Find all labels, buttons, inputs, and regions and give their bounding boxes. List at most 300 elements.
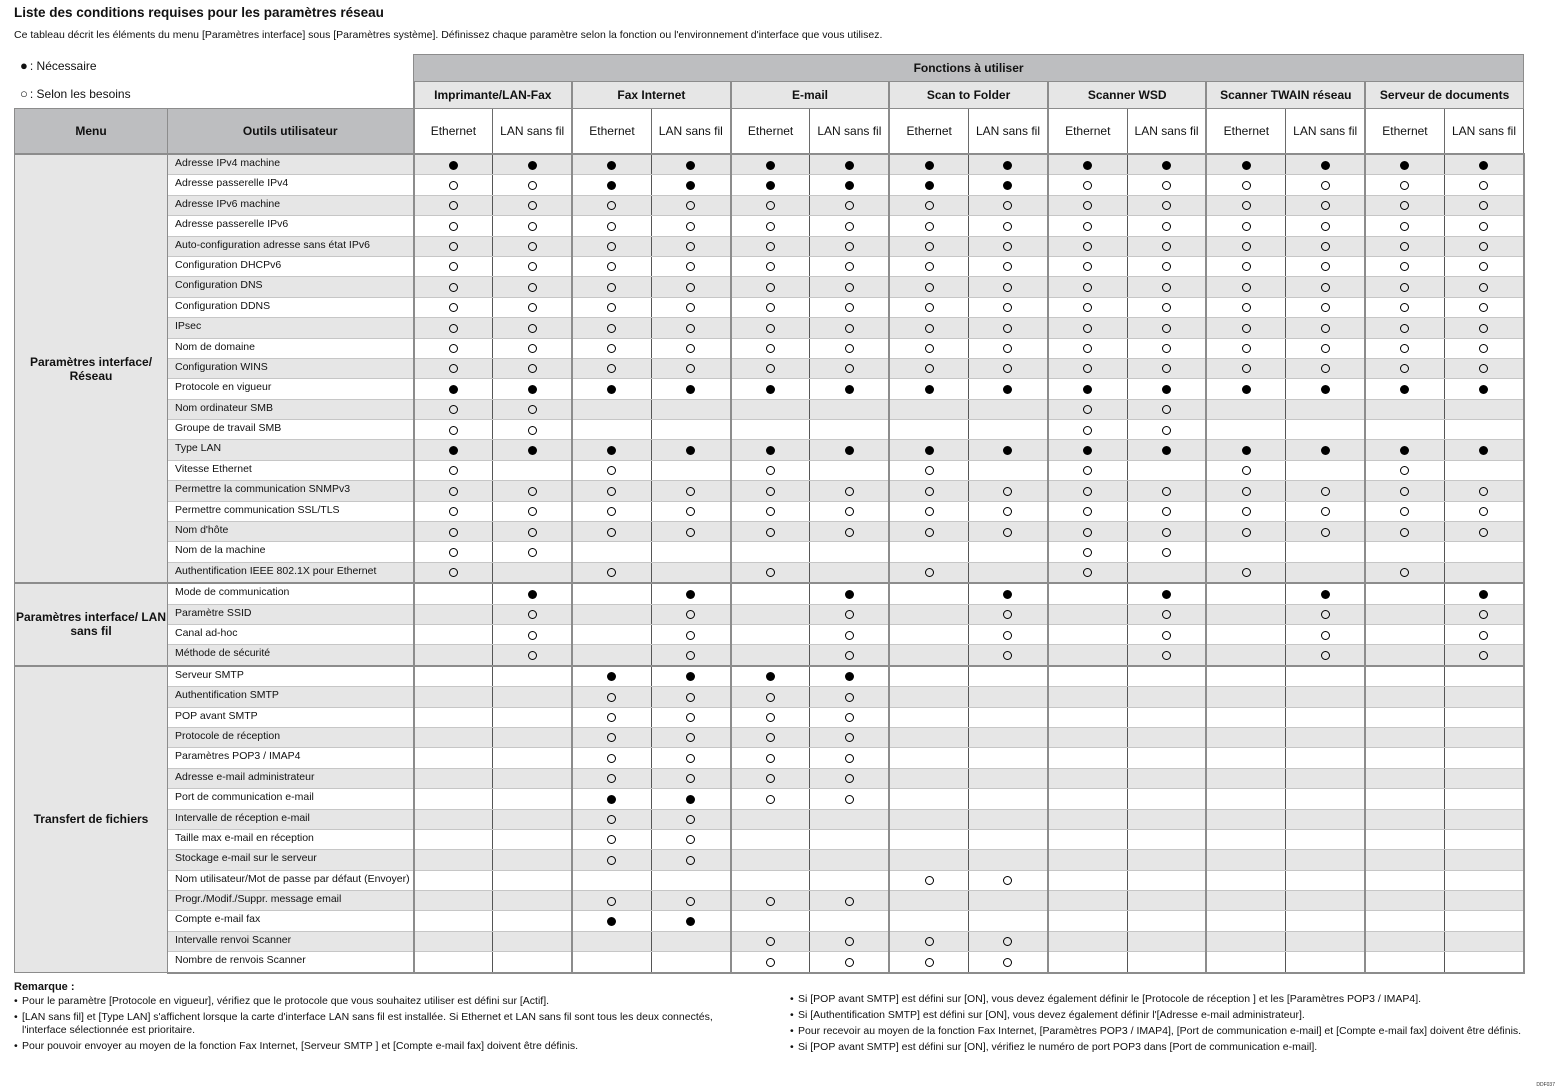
requirement-cell (810, 870, 889, 890)
user-tool-name: Nom d'hôte (168, 522, 414, 542)
requirement-cell (493, 645, 572, 666)
requirement-cell (810, 850, 889, 870)
requirement-cell (810, 666, 889, 687)
required-dot-icon (607, 917, 616, 926)
required-dot-icon (686, 917, 695, 926)
requirement-cell (572, 789, 651, 809)
optional-circle-icon (925, 262, 934, 271)
requirement-cell (1286, 420, 1365, 440)
optional-circle-icon (1242, 283, 1251, 292)
optional-circle-icon (845, 487, 854, 496)
requirement-cell (1206, 850, 1285, 870)
requirement-cell (810, 420, 889, 440)
requirement-cell (414, 727, 493, 747)
required-dot-icon (1479, 161, 1488, 170)
requirement-cell (1127, 891, 1206, 911)
required-dot-icon (766, 181, 775, 190)
optional-circle-icon (845, 610, 854, 619)
optional-circle-icon (607, 344, 616, 353)
requirement-cell (1206, 829, 1285, 849)
requirement-cell (889, 952, 968, 973)
requirement-cell (1048, 687, 1127, 707)
optional-circle-icon (766, 262, 775, 271)
optional-circle-icon (766, 364, 775, 373)
requirement-cell (1048, 338, 1127, 358)
requirement-cell (1444, 850, 1523, 870)
requirement-cell (572, 624, 651, 644)
requirement-cell (1286, 358, 1365, 378)
requirement-cell (1365, 175, 1444, 195)
optional-circle-icon (1400, 528, 1409, 537)
requirement-cell (969, 256, 1048, 276)
requirement-cell (1127, 318, 1206, 338)
requirement-cell (810, 768, 889, 788)
requirement-cell (969, 277, 1048, 297)
requirement-cell (969, 809, 1048, 829)
requirement-cell (493, 850, 572, 870)
user-tool-name: Configuration DDNS (168, 297, 414, 317)
requirement-cell (889, 687, 968, 707)
required-dot-icon (1321, 446, 1330, 455)
requirement-cell (810, 748, 889, 768)
optional-circle-icon (1479, 303, 1488, 312)
requirement-cell (1127, 460, 1206, 480)
requirement-cell (651, 687, 730, 707)
requirement-cell (1048, 216, 1127, 236)
requirement-cell (572, 666, 651, 687)
requirement-cell (969, 542, 1048, 562)
optional-circle-icon (449, 201, 458, 210)
requirement-cell (414, 809, 493, 829)
requirement-cell (969, 318, 1048, 338)
requirement-cell (810, 256, 889, 276)
required-dot-icon (1400, 161, 1409, 170)
requirement-cell (1444, 358, 1523, 378)
requirement-cell (1206, 645, 1285, 666)
requirement-cell (1286, 379, 1365, 399)
requirement-cell (1048, 501, 1127, 521)
required-dot-icon (845, 181, 854, 190)
requirement-cell (414, 338, 493, 358)
required-dot-icon (1003, 446, 1012, 455)
user-tool-name: Intervalle renvoi Scanner (168, 931, 414, 951)
optional-circle-icon (686, 835, 695, 844)
optional-circle-icon (449, 181, 458, 190)
requirement-cell (889, 748, 968, 768)
requirement-cell (1206, 789, 1285, 809)
optional-circle-icon (1479, 283, 1488, 292)
requirement-cell (1048, 481, 1127, 501)
optional-circle-icon (607, 466, 616, 475)
optional-circle-icon (528, 242, 537, 251)
required-dot-icon (1003, 590, 1012, 599)
optional-circle-icon (607, 754, 616, 763)
requirement-cell (414, 645, 493, 666)
requirement-cell (1444, 687, 1523, 707)
optional-circle-icon (607, 528, 616, 537)
requirement-cell (572, 297, 651, 317)
requirement-cell (1365, 297, 1444, 317)
optional-circle-icon (1003, 262, 1012, 271)
optional-circle-icon (686, 897, 695, 906)
requirement-cell (731, 911, 810, 931)
optional-circle-icon (528, 303, 537, 312)
optional-circle-icon (766, 958, 775, 967)
user-tool-name: Nom de domaine (168, 338, 414, 358)
requirement-cell (1444, 891, 1523, 911)
requirement-cell (889, 358, 968, 378)
requirement-cell (572, 236, 651, 256)
requirement-cell (1206, 358, 1285, 378)
optional-circle-icon (1083, 324, 1092, 333)
requirement-cell (1444, 277, 1523, 297)
optional-circle-icon (1162, 364, 1171, 373)
requirement-cell (493, 952, 572, 973)
requirement-cell (1206, 624, 1285, 644)
requirement-cell (731, 175, 810, 195)
required-dot-icon (607, 385, 616, 394)
requirement-cell (969, 175, 1048, 195)
interface-header: LAN sans fil (1127, 109, 1206, 155)
requirement-cell (731, 645, 810, 666)
optional-circle-icon (925, 222, 934, 231)
requirement-cell (1365, 952, 1444, 973)
requirement-cell (1286, 542, 1365, 562)
requirement-cell (810, 216, 889, 236)
requirement-cell (731, 687, 810, 707)
requirement-cell (414, 256, 493, 276)
requirement-cell (1206, 216, 1285, 236)
optional-circle-icon (1242, 222, 1251, 231)
required-dot-icon (1083, 385, 1092, 394)
requirement-cell (651, 460, 730, 480)
optional-circle-icon (1479, 324, 1488, 333)
requirement-cell (731, 420, 810, 440)
requirement-cell (493, 154, 572, 175)
requirement-cell (1127, 727, 1206, 747)
optional-circle-icon (766, 795, 775, 804)
requirement-cell (493, 687, 572, 707)
optional-circle-icon (1400, 568, 1409, 577)
requirement-cell (572, 727, 651, 747)
table-row (15, 624, 1524, 644)
requirement-cell (572, 645, 651, 666)
requirement-cell (572, 748, 651, 768)
requirement-cell (493, 297, 572, 317)
table-row (15, 789, 1524, 809)
requirement-cell (969, 789, 1048, 809)
requirement-cell (1286, 481, 1365, 501)
optional-circle-icon (1479, 487, 1488, 496)
requirement-cell (1286, 562, 1365, 583)
optional-circle-icon (1321, 631, 1330, 640)
required-dot-icon (1400, 385, 1409, 394)
requirement-cell (1206, 583, 1285, 604)
requirement-cell (889, 277, 968, 297)
table-row (15, 870, 1524, 890)
requirement-cell (414, 175, 493, 195)
user-tool-name: Taille max e-mail en réception (168, 829, 414, 849)
function-group-header: Fax Internet (572, 82, 731, 109)
requirement-cell (414, 297, 493, 317)
requirement-cell (731, 236, 810, 256)
optional-circle-icon (686, 507, 695, 516)
requirement-cell (731, 399, 810, 419)
optional-circle-icon (1242, 466, 1251, 475)
optional-circle-icon (1003, 507, 1012, 516)
requirement-cell (1286, 399, 1365, 419)
requirement-cell (1127, 687, 1206, 707)
requirement-cell (889, 645, 968, 666)
requirement-cell (1048, 562, 1127, 583)
optional-circle-icon (1321, 303, 1330, 312)
optional-circle-icon (528, 405, 537, 414)
requirement-cell (651, 522, 730, 542)
requirement-cell (889, 460, 968, 480)
requirement-cell (493, 236, 572, 256)
optional-circle-icon (1003, 876, 1012, 885)
requirement-cell (1365, 216, 1444, 236)
remark-text: Si [Authentification SMTP] est défini sur [ON], vous devez également définir l'[Adresse e-mail administrateur]. (798, 1009, 1305, 1021)
requirement-cell (414, 236, 493, 256)
requirement-cell (1286, 931, 1365, 951)
requirement-cell (1365, 666, 1444, 687)
optional-circle-icon (1162, 548, 1171, 557)
requirement-cell (1286, 501, 1365, 521)
requirement-cell (414, 829, 493, 849)
requirement-cell (1444, 256, 1523, 276)
requirement-cell (889, 542, 968, 562)
requirement-cell (414, 687, 493, 707)
requirement-cell (1365, 522, 1444, 542)
requirement-cell (810, 236, 889, 256)
requirement-cell (889, 154, 968, 175)
requirement-cell (810, 727, 889, 747)
requirement-cell (810, 440, 889, 460)
optional-circle-icon (1400, 283, 1409, 292)
optional-circle-icon (528, 324, 537, 333)
requirement-cell (1048, 420, 1127, 440)
optional-circle-icon (1479, 344, 1488, 353)
requirement-cell (651, 645, 730, 666)
table-row (15, 829, 1524, 849)
remarks-title: Remarque : (14, 981, 75, 993)
requirement-cell (810, 175, 889, 195)
requirement-cell (1444, 154, 1523, 175)
requirement-cell (414, 666, 493, 687)
optional-circle-icon (845, 795, 854, 804)
requirement-cell (969, 911, 1048, 931)
optional-circle-icon (1083, 222, 1092, 231)
requirement-cell (969, 727, 1048, 747)
requirement-cell (889, 624, 968, 644)
requirement-cell (731, 748, 810, 768)
requirement-cell (969, 379, 1048, 399)
required-dot-icon (1479, 385, 1488, 394)
requirement-cell (1365, 420, 1444, 440)
requirement-cell (1206, 707, 1285, 727)
optional-circle-icon (1321, 324, 1330, 333)
requirement-cell (1127, 379, 1206, 399)
required-dot-icon (686, 795, 695, 804)
requirement-cell (810, 931, 889, 951)
requirement-cell (1206, 318, 1285, 338)
requirement-cell (1365, 481, 1444, 501)
table-row (15, 358, 1524, 378)
requirement-cell (572, 399, 651, 419)
requirement-cell (1286, 666, 1365, 687)
user-tool-name: POP avant SMTP (168, 707, 414, 727)
user-tool-name: Authentification IEEE 802.1X pour Ethernet (168, 562, 414, 583)
requirement-cell (1444, 768, 1523, 788)
optional-circle-icon (686, 713, 695, 722)
requirement-cell (810, 891, 889, 911)
optional-circle-icon (1083, 466, 1092, 475)
optional-circle-icon (1242, 201, 1251, 210)
requirement-cell (1206, 952, 1285, 973)
requirement-cell (810, 399, 889, 419)
requirement-cell (651, 931, 730, 951)
requirement-cell (493, 829, 572, 849)
requirement-cell (1286, 768, 1365, 788)
user-tool-name: Stockage e-mail sur le serveur (168, 850, 414, 870)
requirement-cell (969, 850, 1048, 870)
requirement-cell (651, 850, 730, 870)
table-row (15, 768, 1524, 788)
requirement-cell (1048, 666, 1127, 687)
user-tool-name: Configuration DHCPv6 (168, 256, 414, 276)
requirement-cell (731, 583, 810, 604)
optional-circle-icon (845, 242, 854, 251)
requirement-cell (1365, 338, 1444, 358)
requirement-cell (1127, 952, 1206, 973)
required-dot-icon (845, 446, 854, 455)
optional-circle-icon (686, 324, 695, 333)
requirement-cell (1444, 481, 1523, 501)
optional-circle-icon (1479, 631, 1488, 640)
requirement-cell (1048, 707, 1127, 727)
requirement-cell (572, 891, 651, 911)
remark-text: Si [POP avant SMTP] est défini sur [ON], vous devez également définir le [Protocole de réception ] et les [Paramètres POP3 / IMAP4]. (798, 993, 1422, 1005)
requirement-cell (414, 583, 493, 604)
requirement-cell (1206, 379, 1285, 399)
optional-circle-icon (1083, 405, 1092, 414)
requirement-cell (1048, 440, 1127, 460)
requirement-cell (969, 562, 1048, 583)
requirement-cell (969, 891, 1048, 911)
requirement-cell (651, 297, 730, 317)
user-tool-name: Paramètres POP3 / IMAP4 (168, 748, 414, 768)
optional-circle-icon (686, 344, 695, 353)
table-row (15, 338, 1524, 358)
table-row (15, 216, 1524, 236)
menu-cell: Transfert de fichiers (15, 666, 168, 973)
requirement-cell (1365, 460, 1444, 480)
requirement-cell (1444, 460, 1523, 480)
requirement-cell (493, 604, 572, 624)
required-dot-icon (607, 672, 616, 681)
optional-circle-icon (925, 344, 934, 353)
requirement-cell (1127, 707, 1206, 727)
optional-circle-icon (845, 754, 854, 763)
requirement-cell (414, 216, 493, 236)
requirement-cell (1127, 358, 1206, 378)
requirement-cell (572, 604, 651, 624)
optional-circle-icon (1321, 364, 1330, 373)
requirement-cell (889, 829, 968, 849)
requirement-cell (1048, 604, 1127, 624)
requirement-cell (1444, 236, 1523, 256)
table-row (15, 277, 1524, 297)
optional-circle-icon (686, 487, 695, 496)
optional-circle-icon (1479, 364, 1488, 373)
requirement-cell (1444, 727, 1523, 747)
requirement-cell (889, 911, 968, 931)
requirement-cell (651, 583, 730, 604)
optional-circle-icon (528, 651, 537, 660)
requirement-cell (1048, 542, 1127, 562)
required-dot-icon (528, 161, 537, 170)
user-tool-name: Nom de la machine (168, 542, 414, 562)
user-tool-name: Adresse IPv6 machine (168, 195, 414, 215)
optional-circle-icon (766, 528, 775, 537)
requirement-cell (969, 952, 1048, 973)
requirement-cell (1127, 256, 1206, 276)
requirement-cell (969, 460, 1048, 480)
user-tool-name: Mode de communication (168, 583, 414, 604)
bullet-icon: • (14, 1040, 18, 1052)
user-tool-name: Nom ordinateur SMB (168, 399, 414, 419)
figure-code: DDF037 (1536, 1082, 1555, 1088)
optional-circle-icon (925, 324, 934, 333)
requirement-cell (731, 154, 810, 175)
requirement-cell (414, 624, 493, 644)
requirement-cell (414, 522, 493, 542)
requirement-cell (1048, 931, 1127, 951)
requirement-cell (493, 809, 572, 829)
requirement-cell (651, 870, 730, 890)
optional-circle-icon (925, 201, 934, 210)
requirement-cell (810, 542, 889, 562)
optional-circle-icon (1321, 651, 1330, 660)
optional-circle-icon (528, 528, 537, 537)
requirement-cell (493, 542, 572, 562)
requirement-cell (731, 440, 810, 460)
requirement-cell (1365, 399, 1444, 419)
optional-circle-icon (1083, 487, 1092, 496)
requirement-cell (1286, 850, 1365, 870)
required-dot-icon (1162, 446, 1171, 455)
requirement-cell (1206, 931, 1285, 951)
optional-circle-icon (1242, 181, 1251, 190)
requirement-cell (1127, 277, 1206, 297)
requirement-cell (969, 604, 1048, 624)
requirement-cell (1365, 154, 1444, 175)
optional-circle-icon (1242, 507, 1251, 516)
requirement-cell (1048, 727, 1127, 747)
requirement-cell (572, 809, 651, 829)
user-tool-name: Serveur SMTP (168, 666, 414, 687)
optional-circle-icon (1321, 181, 1330, 190)
user-tool-name: Adresse passerelle IPv4 (168, 175, 414, 195)
required-dot-icon (686, 446, 695, 455)
requirement-cell (651, 399, 730, 419)
requirement-cell (1286, 583, 1365, 604)
requirement-cell (414, 850, 493, 870)
requirement-cell (1365, 645, 1444, 666)
requirement-cell (1206, 154, 1285, 175)
table-row (15, 522, 1524, 542)
